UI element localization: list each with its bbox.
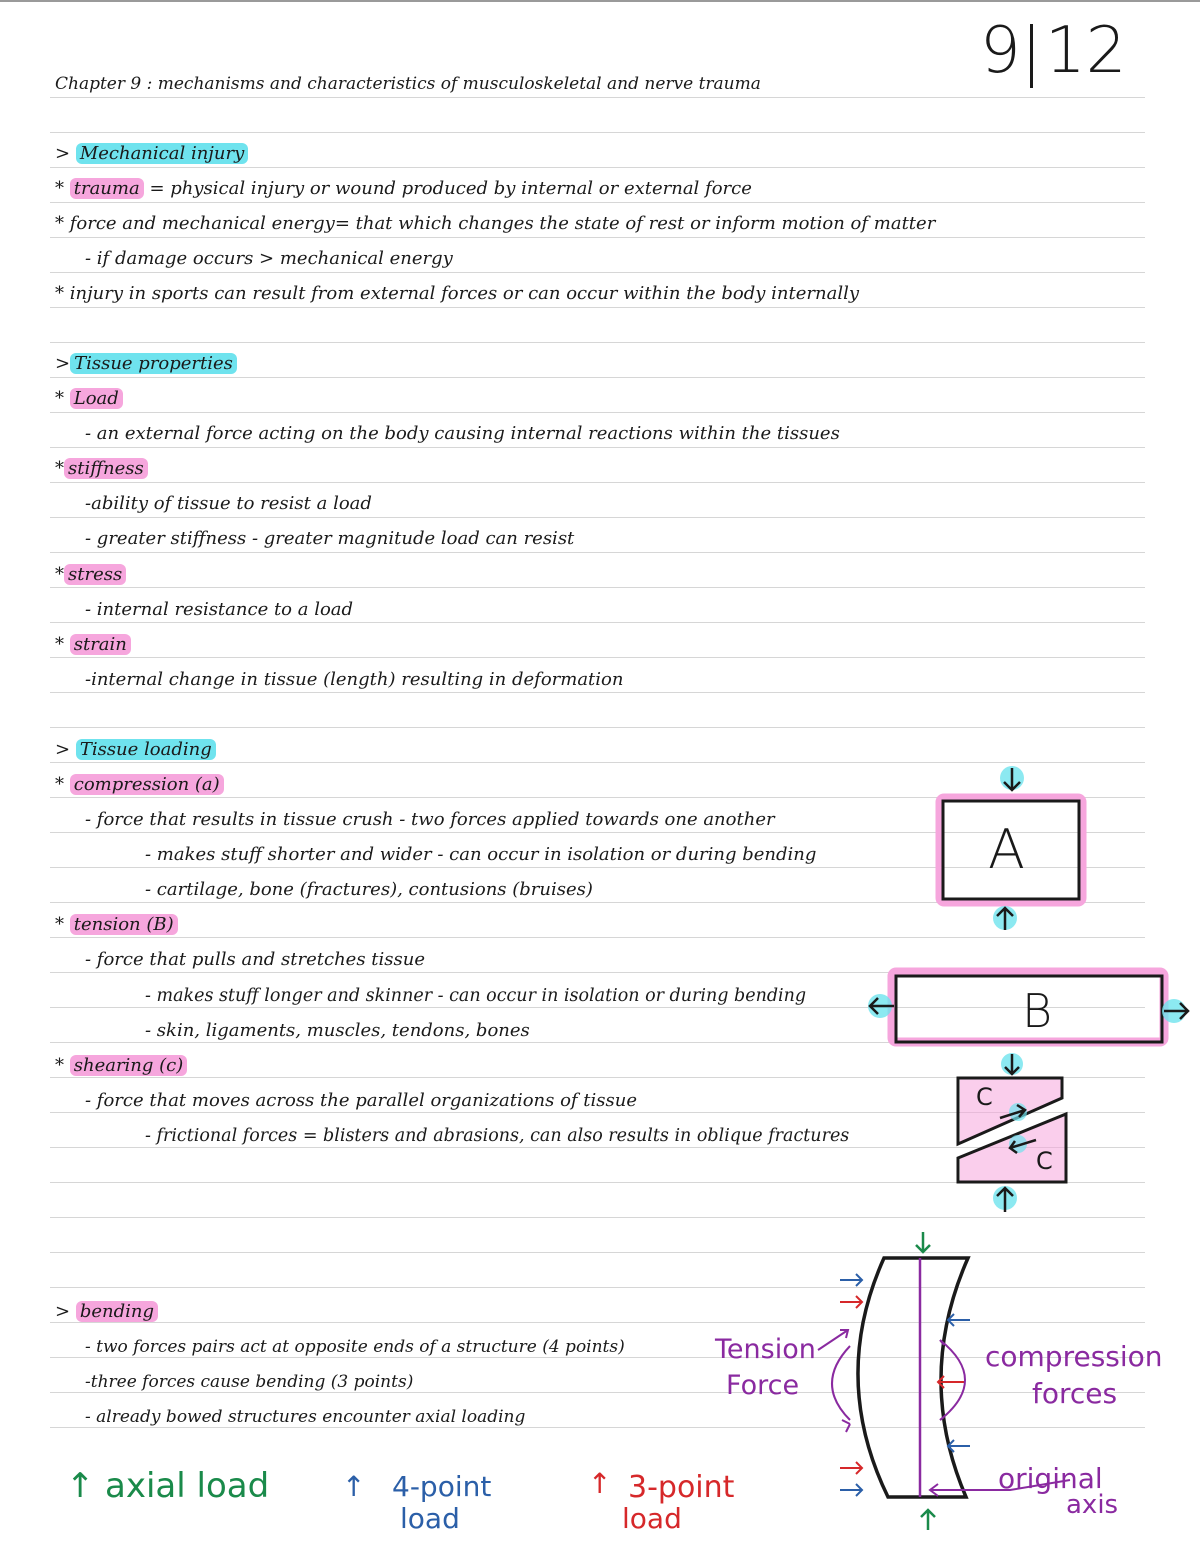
trauma-term: trauma — [70, 178, 144, 199]
strain-term: strain — [70, 634, 131, 655]
load-def: - an external force acting on the body causing internal reactions within the tissues — [85, 423, 840, 444]
compression-term: compression (a) — [70, 774, 224, 795]
mechanical-heading: Mechanical injury — [76, 143, 248, 164]
tension-force-line2: Force — [726, 1370, 800, 1401]
label-b: B — [1022, 984, 1053, 1038]
compression-forces-line1: compression — [985, 1340, 1163, 1373]
compression-sub1: - makes stuff shorter and wider - can occur in isolation or during bending — [145, 844, 817, 865]
shearing-def: - force that moves across the parallel organizations of tissue — [85, 1090, 638, 1111]
bending-line3: - already bowed structures encounter axial loading — [85, 1407, 526, 1427]
legend-three-arrow: ↑ — [588, 1467, 612, 1500]
tissue-properties-heading: Tissue properties — [70, 353, 237, 374]
shearing-diagram — [958, 1053, 1066, 1212]
trauma-line: * trauma = physical injury or wound produced by internal or external force — [55, 178, 752, 199]
stiffness-def2: - greater stiffness - greater magnitude load can resist — [85, 528, 575, 549]
load-term: Load — [70, 388, 123, 409]
shearing-sub1: - frictional forces = blisters and abrasions, can also results in oblique fractures — [145, 1126, 850, 1146]
tension-force-line1: Tension — [715, 1334, 816, 1365]
bending-heading: bending — [76, 1301, 158, 1322]
legend-axial-label: axial load — [105, 1466, 270, 1506]
date-day: 12 — [1045, 14, 1127, 88]
label-c2: C — [1036, 1147, 1053, 1175]
compression-forces-line2: forces — [1032, 1377, 1118, 1410]
section-mechanical-injury: > Mechanical injury — [55, 142, 248, 166]
legend-four-arrow: ↑ — [342, 1470, 366, 1503]
section-tissue-loading: > Tissue loading — [55, 738, 216, 762]
chapter-title: Chapter 9 : mechanisms and characteristics of musculoskeletal and nerve trauma — [55, 74, 761, 94]
stress-term: stress — [64, 564, 126, 585]
force-line: * force and mechanical energy= that which changes the state of rest or inform motion of matter — [55, 213, 936, 234]
tension-sub1: - makes stuff longer and skinner - can occur in isolation or during bending — [145, 986, 807, 1006]
tension-term: tension (B) — [70, 914, 178, 935]
tension-def: - force that pulls and stretches tissue — [85, 949, 425, 970]
legend-axial-arrow: ↑ — [66, 1466, 95, 1506]
compression-line: * compression (a) — [55, 773, 224, 797]
legend-three-line2: load — [622, 1502, 682, 1535]
tissue-loading-heading: Tissue loading — [76, 739, 216, 760]
strain-def: -internal change in tissue (length) resulting in deformation — [85, 669, 624, 690]
tension-line: * tension (B) — [55, 913, 178, 937]
date-month: 9 — [980, 14, 1021, 88]
shearing-term: shearing (c) — [70, 1055, 188, 1076]
sports-text: injury in sports can result from external forces or can occur within the body internally — [69, 283, 860, 304]
force-text: force and mechanical energy= that which changes the state of rest or inform motion of matter — [69, 213, 936, 234]
original-axis-line2: axis — [1066, 1490, 1119, 1520]
section-bending: > bending — [55, 1300, 158, 1324]
legend-four-line2: load — [400, 1502, 460, 1535]
stiffness-line: * stiffness — [55, 457, 148, 481]
original-axis-line1: original — [998, 1462, 1103, 1495]
compression-def: - force that results in tissue crush - two forces applied towards one another — [85, 809, 775, 830]
bending-line1: - two forces pairs act at opposite ends of a structure (4 points) — [85, 1337, 625, 1357]
legend-three-line1: 3-point — [628, 1470, 735, 1505]
section-tissue-properties: > Tissue properties — [55, 352, 237, 376]
stress-line: * stress — [55, 563, 126, 587]
sports-line: * injury in sports can result from external forces or can occur within the body internally — [55, 283, 860, 304]
compression-sub2: - cartilage, bone (fractures), contusions (bruises) — [145, 879, 593, 900]
stress-def: - internal resistance to a load — [85, 599, 354, 620]
trauma-def: = physical injury or wound produced by internal or external force — [149, 178, 752, 199]
bending-line2: -three forces cause bending (3 points) — [85, 1372, 414, 1392]
damage-line: - if damage occurs > mechanical energy — [85, 248, 453, 269]
stiffness-term: stiffness — [64, 458, 148, 479]
label-a: A — [988, 818, 1025, 881]
tension-sub2: - skin, ligaments, muscles, tendons, bones — [145, 1020, 530, 1041]
stiffness-def1: -ability of tissue to resist a load — [85, 493, 372, 514]
load-line: * Load — [55, 387, 123, 411]
legend-four-line1: 4-point — [392, 1470, 492, 1503]
label-c1: C — [976, 1083, 993, 1111]
shearing-line: * shearing (c) — [55, 1054, 187, 1078]
strain-line: * strain — [55, 633, 131, 657]
